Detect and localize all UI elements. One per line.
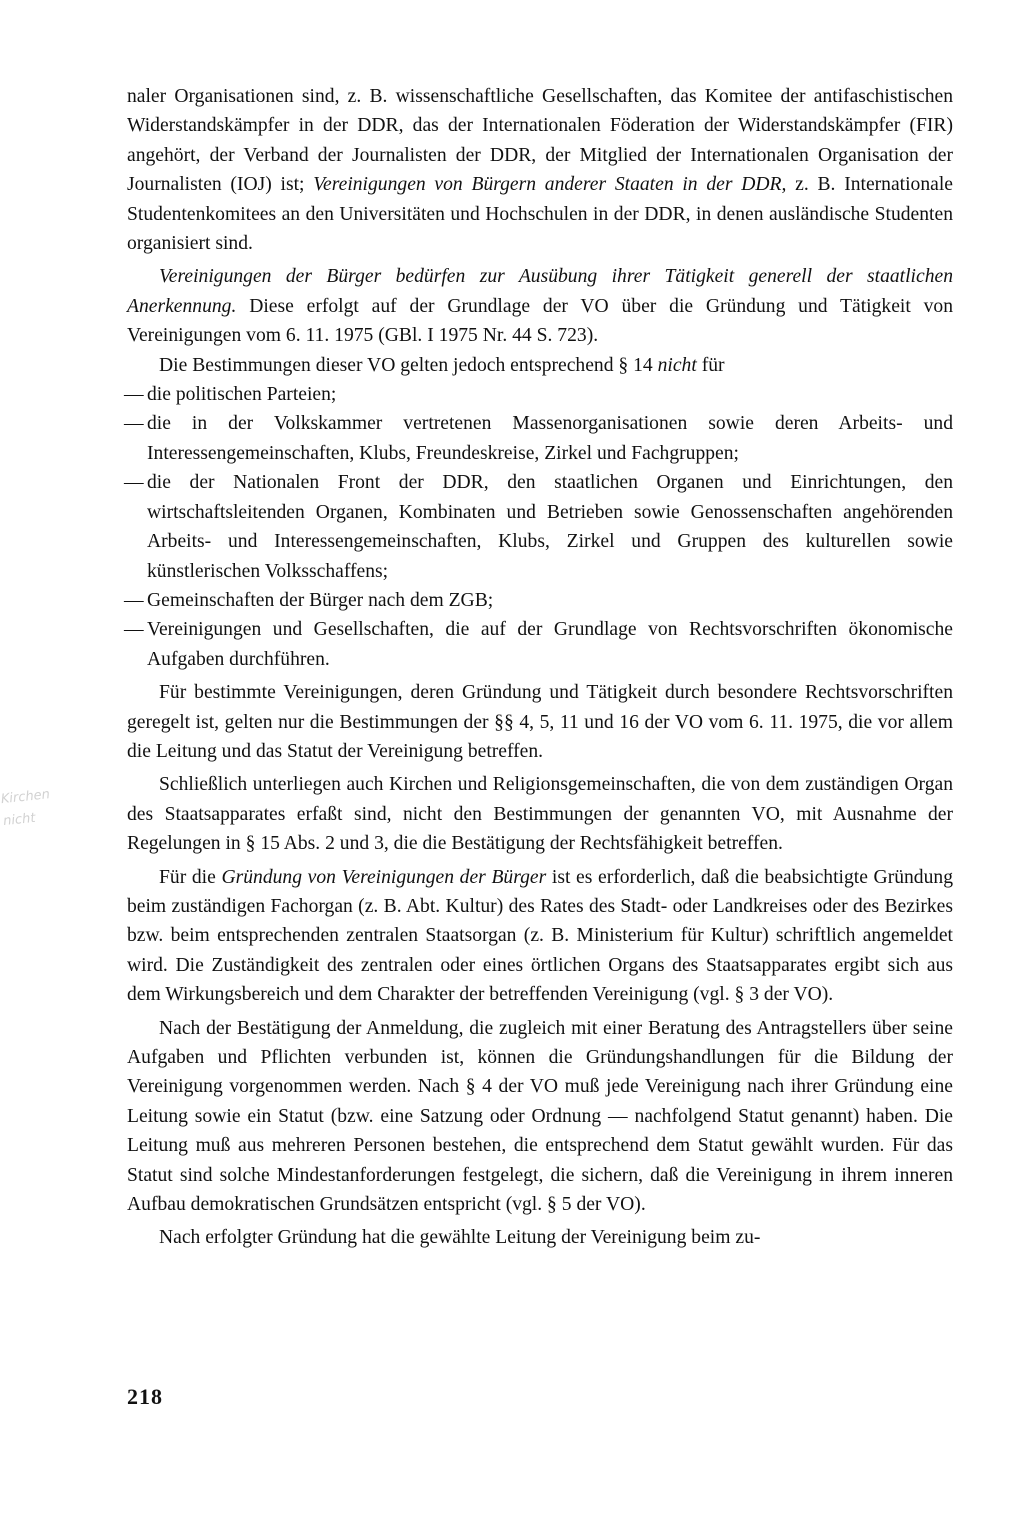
- emphasis-text: nicht: [657, 354, 697, 376]
- text-run: Die Bestimmungen dieser VO gelten jedoch entsprechend § 14: [159, 354, 658, 376]
- margin-note-line: Kirchen: [0, 787, 51, 808]
- emphasis-text: Vereinigungen der Bürger bedürfen zur Ausübung ihrer Tätigkeit generell der staatlichen Anerkennung.: [127, 266, 953, 317]
- text-run: für: [696, 354, 725, 376]
- paragraph: Schließlich unterliegen auch Kirchen und Religionsgemeinschaften, die von dem zuständigen Organ des Staatsapparates erfaßt sind, nicht den Bestimmungen der genannten VO, mit Ausnahme der Regelungen in § 15 Abs. 2 und 3, die die Bestätigung der Rechtsfähigkeit betreffen.: [127, 774, 953, 855]
- paragraph: [127, 863, 953, 1010]
- list-item: — Vereinigungen und Gesellschaften, die auf der Grundlage von Rechtsvorschriften ökonomische Aufgaben durchführen.: [127, 615, 953, 674]
- list-item: — die der Nationalen Front der DDR, den staatlichen Organen und Einrichtungen, den wirtschaftsleitenden Organen, Kombinaten und Betrieben sowie Genossenschaften angehörenden Arbeits- und Interessengemeinschaften, Klubs, Zirkel und Gruppen des kulturellen sowie künstlerischen Volksschaffens;: [127, 468, 953, 586]
- margin-note-line: nicht: [2, 810, 37, 830]
- paragraph: [127, 351, 953, 380]
- list-item: — Gemeinschaften der Bürger nach dem ZGB;: [127, 586, 953, 615]
- text-run: z. B. Internationale Studentenkomitees an den Universitäten und Hochschulen in der DDR, in denen ausländische Studenten organisiert sind.: [127, 174, 953, 255]
- text-run: ist es erforderlich, daß die beabsichtigte Gründung beim zuständigen Fachorgan (z. B. Abt. Kultur) des Rates des Stadt- oder Landkreises oder des Bezirkes bzw. beim entsprechenden zentralen Staatsorgan (z. B. Ministerium für Kultur) schriftlich angemeldet wird. Die Zuständigkeit des zentralen oder eines örtlichen Organs des Staatsapparates ergibt sich aus dem Wirkungsbereich und dem Charakter der betreffenden Vereinigung (vgl. § 3 der VO).: [127, 866, 953, 1006]
- list-item: — die in der Volkskammer vertretenen Massenorganisationen sowie deren Arbeits- und Interessengemeinschaften, Klubs, Freundeskreise, Zirkel und Fachgruppen;: [127, 409, 953, 468]
- text-run: Für die: [159, 866, 222, 888]
- handwritten-margin-note: [0, 783, 64, 833]
- text-run: naler Organisationen sind, z. B. wissenschaftliche Gesellschaften, das Komitee der antifaschistischen Widerstandskämpfer in der DDR, das der Internationalen Föderation der Widerstandskämpfer (FIR) angehört, der Verband der Journalisten der DDR, der Mitglied der Internationalen Organisation der Journalisten (IOJ) ist;: [127, 86, 953, 196]
- paragraph: Für bestimmte Vereinigungen, deren Gründung und Tätigkeit durch besondere Rechtsvorschriften geregelt ist, gelten nur die Bestimmungen der §§ 4, 5, 11 und 16 der VO vom 6. 11. 1975, die vor allem die Leitung und das Statut der Vereinigung betreffen.: [127, 682, 953, 762]
- paragraph: Nach der Bestätigung der Anmeldung, die zugleich mit einer Beratung des Antragstellers über seine Aufgaben und Pflichten verbunden ist, können die Gründungshandlungen für die Bildung der Vereinigung vorgenommen werden. Nach § 4 der VO muß jede Vereinigung nach ihrer Gründung eine Leitung sowie ein Statut (bzw. eine Satzung oder Ordnung — nachfolgend Statut genannt) haben. Die Leitung muß aus mehreren Personen bestehen, die entsprechend dem Statut gewählt wurden. Für das Statut sind solche Mindestanforderungen festgelegt, die sichern, daß die Vereinigung in ihrem inneren Aufbau demokratischen Grundsätzen entspricht (vgl. § 5 der VO).: [127, 1017, 953, 1216]
- exemption-list: [127, 380, 953, 674]
- paragraph: [127, 262, 953, 350]
- text-run: Diese erfolgt auf der Grundlage der VO über die Gründung und Tätigkeit von Vereinigungen vom 6. 11. 1975 (GBl. I 1975 Nr. 44 S. 723).: [127, 295, 953, 347]
- page-number: 218: [127, 1384, 163, 1409]
- list-item: — die politischen Parteien;: [127, 380, 953, 409]
- emphasis-text: Vereinigungen von Bürgern anderer Staaten in der DDR,: [313, 174, 787, 196]
- emphasis-text: Gründung von Vereinigungen der Bürger: [221, 866, 547, 888]
- paragraph-continuation: [127, 82, 953, 258]
- paragraph: Nach erfolgter Gründung hat die gewählte Leitung der Vereinigung beim zu-: [159, 1227, 761, 1249]
- body-text: [127, 82, 953, 1253]
